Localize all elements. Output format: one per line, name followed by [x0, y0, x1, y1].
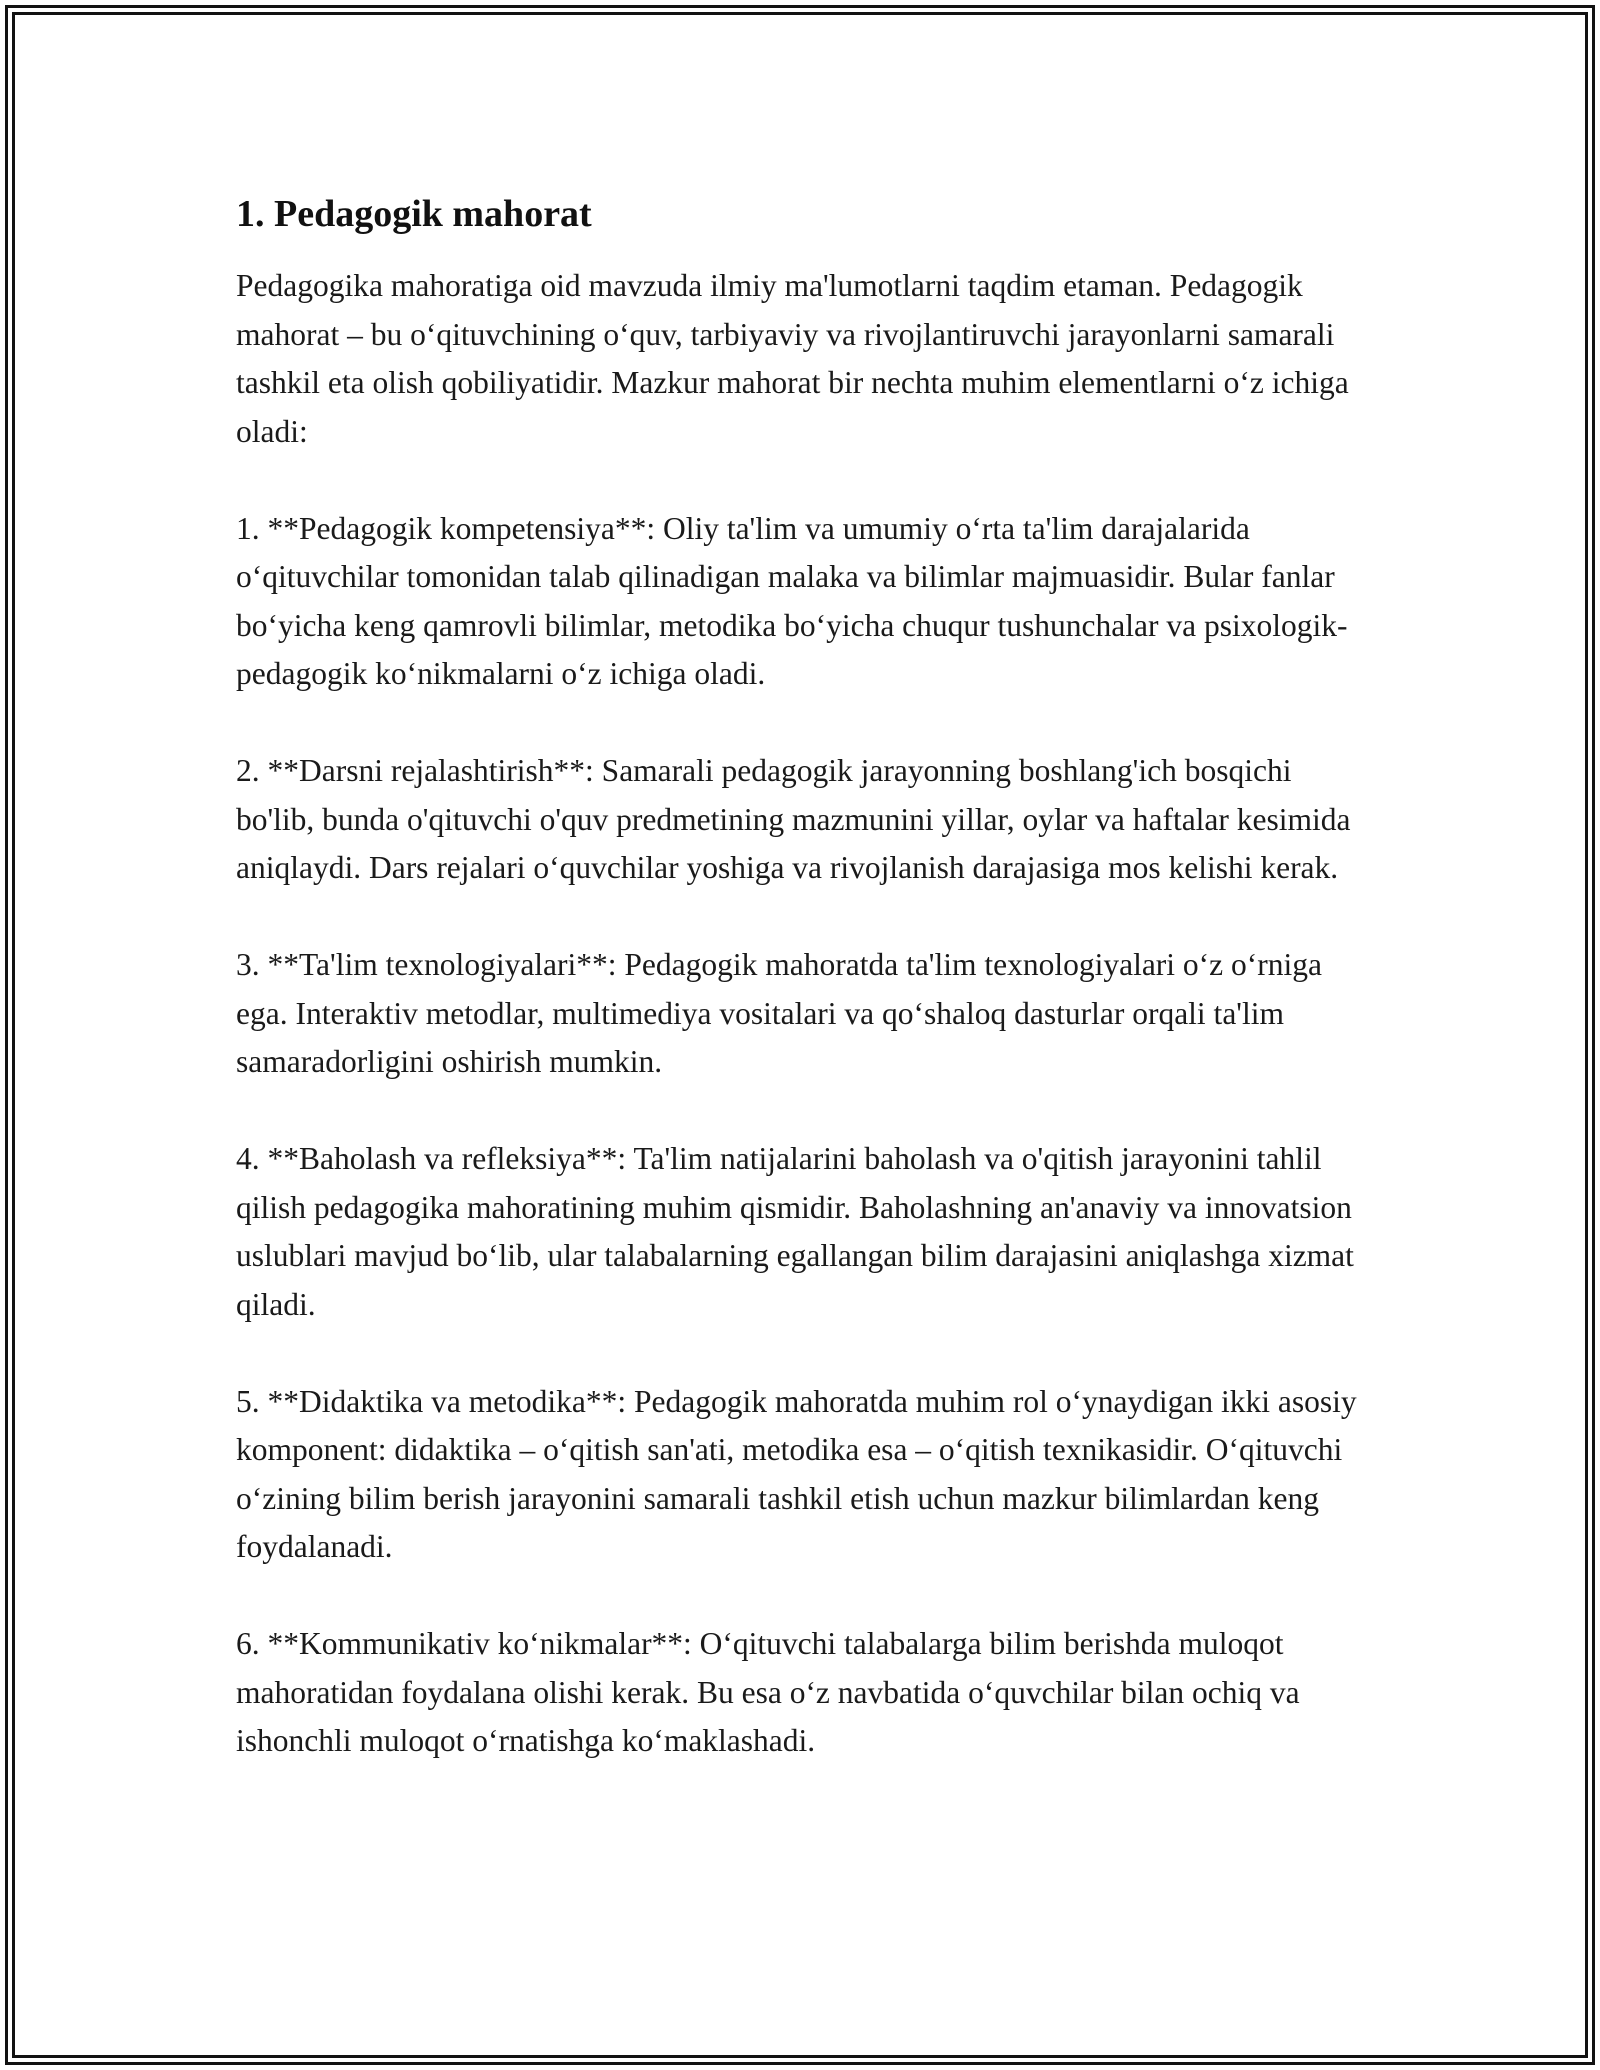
list-item-baholash-va-refleksiya: 4. **Baholash va refleksiya**: Ta'lim natijalarini baholash va o'qitish jarayonini tahlil qilish pedagogika mahoratining muhim qismidir. Baholashning an'anaviy va innovatsion uslublari mavjud bo‘lib, ular talabalarning egallangan bilim darajasini aniqlashga xizmat qiladi.: [236, 1141, 1354, 1322]
list-item-talim-texnologiyalari: 3. **Ta'lim texnologiyalari**: Pedagogik mahoratda ta'lim texnologiyalari o‘z o‘rniga ega. Interaktiv metodlar, multimediya vositalari va qo‘shaloq dasturlar orqali ta'lim samaradorligini oshirish mumkin.: [236, 947, 1322, 1079]
list-item-pedagogik-kompetensiya: 1. **Pedagogik kompetensiya**: Oliy ta'lim va umumiy o‘rta ta'lim darajalarida o‘qituvchilar tomonidan talab qilinadigan malaka va bilimlar majmuasidir. Bular fanlar bo‘yicha keng qamrovli bilimlar, metodika bo‘yicha chuqur tushunchalar va psixologik-pedagogik ko‘nikmalarni o‘z ichiga oladi.: [236, 510, 1348, 691]
list-item-didaktika-va-metodika: 5. **Didaktika va metodika**: Pedagogik mahoratda muhim rol o‘ynaydigan ikki asosiy komponent: didaktika – o‘qitish san'ati, metodika esa – o‘qitish texnikasidir. O‘qituvchi o‘zining bilim berish jarayonini samarali tashkil etish uchun mazkur bilimlardan keng foydalanadi.: [236, 1383, 1357, 1564]
list-item-kommunikativ-konikmalar: 6. **Kommunikativ ko‘nikmalar**: O‘qituvchi talabalarga bilim berishda muloqot mahoratidan foydalana olishi kerak. Bu esa o‘z navbatida o‘quvchilar bilan ochiq va ishonchli muloqot o‘rnatishga ko‘maklashadi.: [236, 1626, 1300, 1758]
intro-paragraph: Pedagogika mahoratiga oid mavzuda ilmiy ma'lumotlarni taqdim etaman. Pedagogik mahorat – bu o‘qituvchining o‘quv, tarbiyaviy va rivojlantiruvchi jarayonlarni samarali tashkil eta olish qobiliyatidir. Mazkur mahorat bir nechta muhim elementlarni o‘z ichiga oladi:: [236, 268, 1349, 449]
document-body: [236, 186, 1376, 1766]
list-item-darsni-rejalashtirish: 2. **Darsni rejalashtirish**: Samarali pedagogik jarayonning boshlang'ich bosqichi bo'lib, bunda o'qituvchi o'quv predmetining mazmunini yillar, oylar va haftalar kesimida aniqlaydi. Dars rejalari o‘quvchilar yoshiga va rivojlanish darajasiga mos kelishi kerak.: [236, 753, 1351, 885]
section-heading: 1. Pedagogik mahorat: [236, 193, 592, 235]
